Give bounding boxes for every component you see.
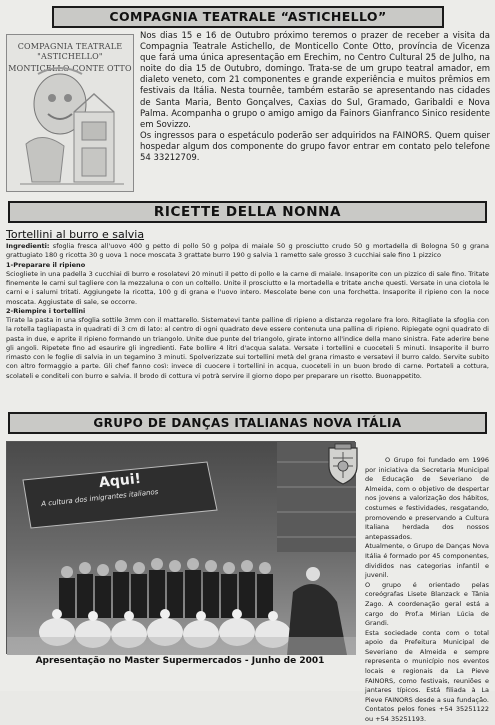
step-2-text: Tirate la pasta in una sfoglia sottile 3mm con il mattarello. Sistematevi tante palline di ripieno a distanza regolare fra loro. Ritagliate la sfoglia con la rotella tagliapasta in quadrati di 3 cm di lato: al centro di ogni quadrato deve essere contenuta una pallina di ripieno. Ripiegate ogni quadrato di pasta in due, e aprite il ripieno formando un triangolo. Unite due punte del triangolo, girate intorno all'indice della mano sinistra. Fate aderire bene gli angoli. Ripetete fino ad esaurire gli ingredienti. Fate bollire 4 litri d'acqua salata. Versate i tortellini e cuoceteli 5 minuti. Insaporite il burro rimasto con le foglie di salvia in un tegamino 3 minuti. Spolverizzate sui tortellini metà del grana rimasto e versatevi il burro caldo. Servite subito con altro formaggio a parte. Gli chef fanno così: invece di cuocere i tortellini in acqua, cuoceteli in un buon brodo di carne. Portateli a cottura, scolateli e conditeli con burro e salvia. Il brodo di cottura vi potrà servire il giorno dopo per preparare un risotto. Buonappetito.	[6, 316, 489, 380]
dance-group-photo	[6, 441, 355, 654]
dance-group-photo-graphic	[7, 442, 356, 655]
compagnia-intro-text	[140, 31, 490, 164]
compagnia-paragraph-2: Os ingressos para o espetáculo poderão ser adquiridos na FAINORS. Quem quiser hospedar algum dos componente do grupo favor entrar em contato pelo telefone 54 33212709.	[140, 130, 490, 164]
photo-banner-title: Aqui!	[98, 470, 142, 492]
logo-line-2: MONTICELLO CONTE OTTO	[8, 64, 132, 73]
banner-compagnia-teatrale: COMPAGNIA TEATRALE “ASTICHELLO”	[52, 6, 444, 28]
banner-ricette-della-nonna: RICETTE DELLA NONNA	[8, 201, 487, 223]
logo-line-1: COMPAGNIA TEATRALE "ASTICHELLO"	[17, 42, 123, 61]
dancas-paragraph-1: O Grupo foi fundado em 1996 por iniciativa da Secretaria Municipal de Educação de Severiano de Almeida, com o objetivo de despertar nos jovens a valorização dos hábitos, costumes e festividades, resgatando, promovendo e preservando a Cultura Italiana herdada dos nossos antepassados.	[365, 456, 489, 541]
dancas-paragraph-4: Esta sociedade conta com o total apoio da Prefeitura Municipal de Severiano de Almeida e sempre representa o município nos eventos locais e regionais da La Pieve FAINORS, como festivais, reuniões e jantares típicos. Está filiada à La Pieve FAINORS desde a sua fundação. Contatos pelos fones +54 35251122 ou +54 35251193.	[365, 628, 489, 724]
ingredients-label: Ingredienti:	[6, 242, 50, 250]
step-1-text: Sciogliete in una padella 3 cucchiai di burro e rosolatevi 20 minuti il petto di pollo e la carne di maiale. Insaporite con un pizzico di sale fino. Tritate finemente le carni sul tagliere con la mezzaluna o con un coltello. Unite il prosciutto e la mortadella e tritate anche questi. Versate in una ciotola le carni e i salumi tritati. Aggiungete la ricotta, 100 g di grana e l'uovo intero. Mescolate bene con una forchetta. Insaporite il ripieno con la noce moscata. Aggiustate di sale, se occorre.	[6, 269, 489, 306]
step-2-title: 2-Riempire i tortellini	[6, 306, 86, 315]
ingredients-text: sfoglia fresca all'uovo 400 g petto di pollo 50 g polpa di maiale 50 g prosciutto crudo 50 g mortadella di Bologna 50 g grana grattugiato 180 g ricotta 30 g uova 1 noce moscata 3 grattate burro 190 g salvia 1 rametto sale grosso 3 cucchiai sale fino 1 pizzico	[6, 242, 489, 260]
theater-masks-illustration	[12, 64, 130, 188]
banner-grupo-dancas: GRUPO DE DANÇAS ITALIANAS NOVA ITÁLIA	[8, 412, 487, 434]
dancas-paragraph-3: O grupo é orientado pelas coreógrafas Lisete Blanzack e Tânia Zago. A coordenação geral está a cargo do Prof.a Mirian Lúcia de Grandi.	[365, 580, 489, 628]
photo-caption: Apresentação no Master Supermercados - Junho de 2001	[35, 656, 325, 666]
recipe-title: Tortellini al burro e salvia	[6, 228, 145, 241]
ingredients-block	[6, 242, 489, 261]
recipe-body	[6, 242, 489, 381]
photo-banner-subtitle: A cultura dos imigrantes italianos	[40, 487, 159, 509]
coat-of-arms-icon	[323, 444, 363, 486]
compagnia-paragraph-1: Nos dias 15 e 16 de Outubro próximo teremos o prazer de receber a visita da Compagnia Teatrale Astichello, de Monticello Conte Otto, província de Vicenza que fará uma única apresentação em Erechim, no Centro Cultural 25 de Julho, na noite do dia 15 de Outubro, domingo. Trata-se de um grupo teatral amador, em dialeto veneto, com 21 componentes e grande experiência e muitos prêmios em festivais da Itália. Nesta tournêe, também estarão se apresentando nas cidades de Santa Maria, Bento Gonçalves, Caxias do Sul, Gramado, Garibaldi e Nova Palma. Acompanha o grupo o amigo amigo da Fainors Gianfranco Sinico residente em Sovizzo.	[140, 31, 490, 130]
dancas-paragraph-2: Atualmente, o Grupo de Danças Nova Itália é formado por 45 componentes, divididos nas categorias infantil e juvenil.	[365, 542, 489, 580]
grupo-dancas-text	[365, 456, 489, 725]
step-1-title: 1-Preparare il ripieno	[6, 260, 86, 269]
